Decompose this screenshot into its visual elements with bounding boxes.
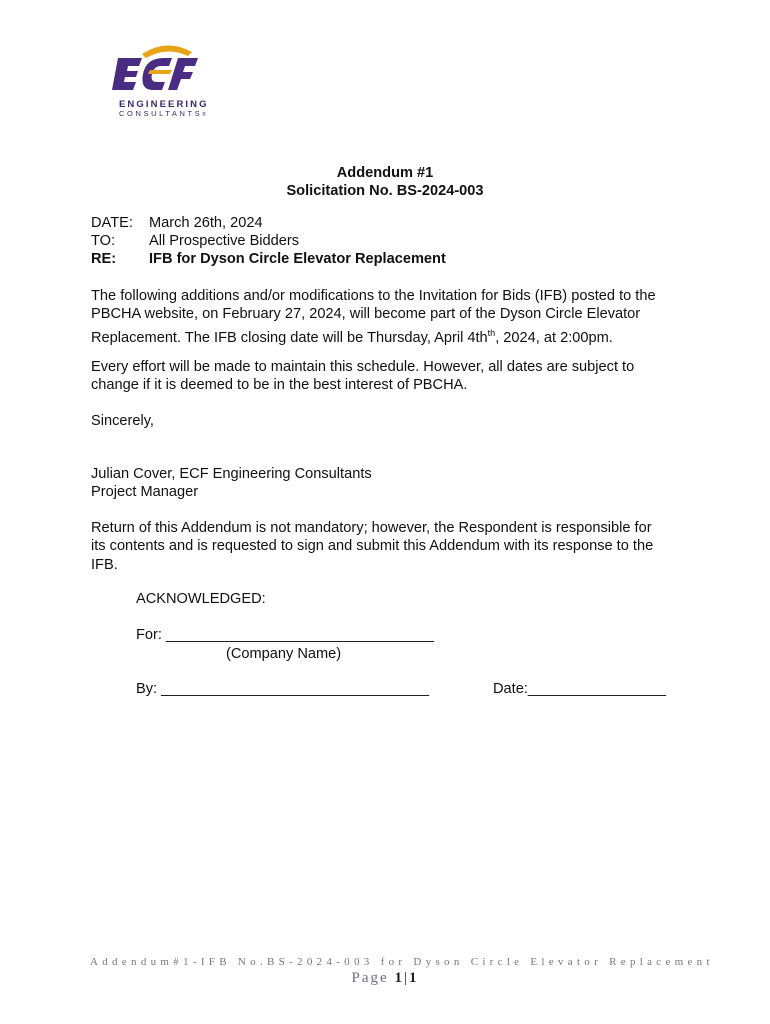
re-label: RE: bbox=[91, 251, 117, 267]
paragraph-modifications bbox=[91, 287, 691, 347]
signature-by-field[interactable]: By: _________________________________ bbox=[136, 681, 429, 697]
p3-line2: its contents and is requested to sign and submit this Addendum with its response to the bbox=[91, 538, 654, 555]
paragraph-schedule bbox=[91, 358, 691, 395]
page-current: 1 bbox=[394, 970, 404, 986]
logo-registered-mark: ® bbox=[202, 112, 209, 118]
paragraph-return-notice bbox=[91, 519, 691, 574]
re-value: IFB for Dyson Circle Elevator Replacement bbox=[149, 251, 446, 267]
date-label: DATE: bbox=[91, 215, 133, 231]
addendum-title: Addendum #1 bbox=[336, 165, 434, 181]
logo-line-consultants bbox=[119, 109, 209, 118]
p1-line3-a: Replacement. The IFB closing date will be Thursday, April 4th bbox=[91, 329, 488, 346]
to-label: TO: bbox=[91, 233, 116, 249]
signature-date-field[interactable]: Date:_________________ bbox=[493, 681, 666, 697]
company-name-field[interactable]: For: _________________________________ bbox=[136, 627, 434, 643]
solicitation-number: Solicitation No. BS-2024-003 bbox=[286, 183, 484, 199]
p1-superscript: th bbox=[487, 327, 496, 338]
logo-consultants-text: CONSULTANTS bbox=[119, 109, 203, 118]
company-name-caption: (Company Name) bbox=[226, 646, 342, 662]
p1-line1: The following additions and/or modifications to the Invitation for Bids (IFB) posted to the bbox=[91, 288, 656, 304]
signer-title: Project Manager bbox=[91, 484, 199, 500]
page-label: Page bbox=[351, 970, 389, 986]
p1-line3 bbox=[91, 324, 691, 347]
closing-salutation: Sincerely, bbox=[91, 413, 154, 429]
page-total: 1 bbox=[408, 970, 419, 986]
acknowledged-heading: ACKNOWLEDGED: bbox=[136, 591, 266, 607]
page-indicator bbox=[0, 970, 770, 987]
page-separator: | bbox=[403, 970, 409, 986]
p2-line1: Every effort will be made to maintain this schedule. However, all dates are subject to bbox=[91, 359, 635, 375]
p1-line3-b: , 2024, at 2:00pm. bbox=[495, 329, 613, 346]
footer-running-title: Addendum#1-IFB No.BS-2024-003 for Dyson Circle Elevator Replacement bbox=[90, 956, 714, 968]
signer-name: Julian Cover, ECF Engineering Consultants bbox=[91, 466, 372, 482]
p2-line2: change if it is deemed to be in the best interest of PBCHA. bbox=[91, 377, 468, 394]
date-value: March 26th, 2024 bbox=[149, 215, 263, 231]
p3-line1: Return of this Addendum is not mandatory; however, the Respondent is responsible for bbox=[91, 520, 652, 536]
ecf-logo-mark bbox=[112, 44, 222, 100]
memo-header bbox=[0, 215, 770, 275]
to-value: All Prospective Bidders bbox=[149, 233, 300, 249]
logo-line-engineering: ENGINEERING bbox=[119, 99, 209, 110]
p3-line3: IFB. bbox=[91, 556, 118, 573]
p1-line2: PBCHA website, on February 27, 2024, will become part of the Dyson Circle Elevator bbox=[91, 306, 641, 323]
